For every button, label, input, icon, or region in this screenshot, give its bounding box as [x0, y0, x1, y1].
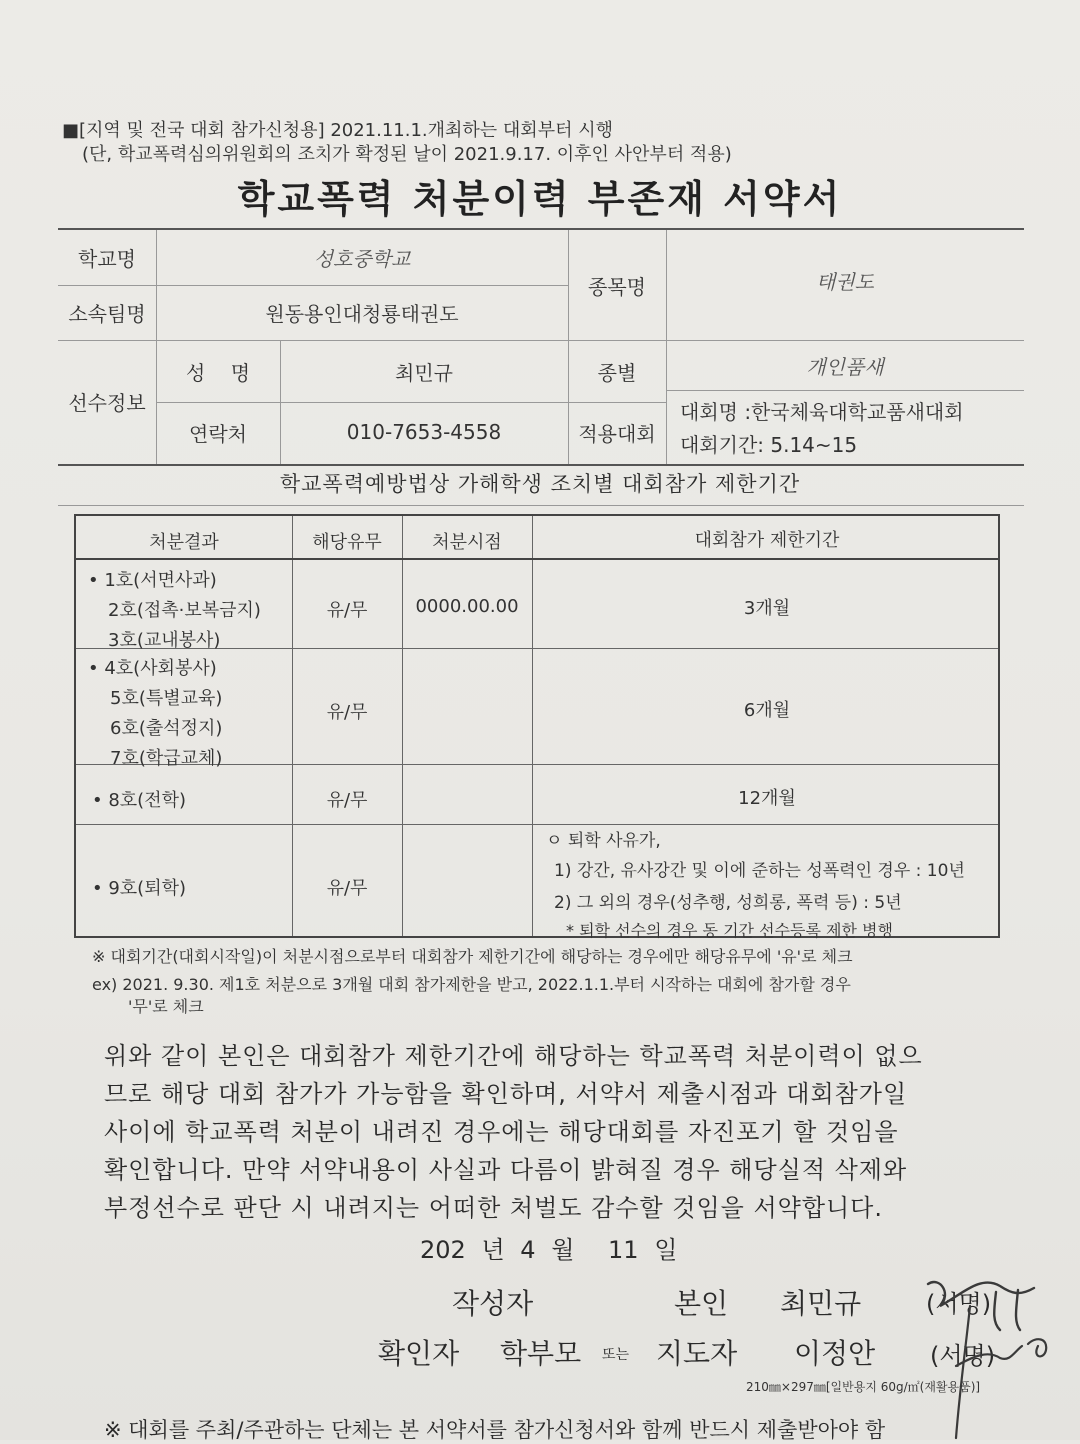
team-label: 소속팀명 — [68, 302, 146, 326]
final-note: ※ 대회를 주최/주관하는 단체는 본 서약서를 참가신청서와 함께 반드시 제출받아야 함 — [104, 1418, 886, 1442]
date-month: 4 — [520, 1236, 536, 1264]
pledge-date — [420, 1230, 677, 1265]
contact-value: 010-7653-4558 — [346, 420, 502, 444]
player-info-label: 선수정보 — [68, 390, 146, 415]
confirmer-name: 이정안 — [794, 1337, 876, 1370]
header-applicable: 해당유무 — [312, 532, 382, 553]
row2-period: 6개월 — [743, 700, 791, 721]
note-3: '무'로 체크 — [128, 997, 204, 1016]
row3-applicable: 유/무 — [326, 790, 368, 811]
pledge-line-4: 확인합니다. 만약 서약내용이 사실과 다름이 밝혀질 경우 해당실적 삭제와 — [104, 1156, 908, 1184]
header-measure: 처분결과 — [149, 532, 219, 553]
pledge-line-3: 사이에 학교폭력 처분이 내려진 경우에는 해당대회를 자진포기 할 것임을 — [104, 1118, 899, 1146]
competition-period: 대회기간: 5.14~15 — [680, 432, 858, 457]
date-year-unit: 년 — [481, 1236, 505, 1264]
handwritten-signature-icon — [900, 1266, 1060, 1440]
confirmer-sign-label: (서명) — [930, 1342, 996, 1370]
row1-applicable: 유/무 — [326, 600, 368, 621]
row2-measure-2: 5호(특별교육) — [110, 688, 223, 709]
paper-spec: 210㎜×297㎜[일반용지 60g/㎡(재활용품)] — [746, 1380, 981, 1394]
competition-label: 적용대회 — [578, 421, 656, 446]
row2-applicable: 유/무 — [326, 702, 368, 723]
row1-measure-2: 2호(접촉·보복금지) — [108, 600, 261, 621]
date-year: 202 — [420, 1236, 466, 1264]
row1-measure-1: • 1호(서면사과) — [88, 570, 217, 591]
category-label: 종별 — [597, 360, 637, 385]
confirmer-label: 확인자 — [378, 1337, 460, 1370]
confirmer-role-coach: 지도자 — [656, 1337, 738, 1370]
row3-period: 12개월 — [738, 788, 796, 809]
row2-measure-1: • 4호(사회봉사) — [88, 658, 217, 679]
row4-period-line-1: ㅇ 퇴학 사유가, — [546, 831, 661, 851]
row4-measure-1: • 9호(퇴학) — [92, 878, 186, 899]
restriction-table — [74, 514, 1000, 938]
header-date: 처분시점 — [432, 532, 502, 553]
restriction-subtitle: 학교폭력예방법상 가해학생 조치별 대회참가 제한기간 — [279, 472, 801, 496]
note-2: ex) 2021. 9.30. 제1호 처분으로 3개월 대회 참가제한을 받고, 2022.1.1.부터 시작하는 대회에 참가할 경우 — [92, 975, 851, 994]
row4-applicable: 유/무 — [326, 878, 368, 899]
category-value: 개인품새 — [806, 354, 884, 379]
info-table — [58, 228, 1024, 466]
date-month-unit: 월 — [551, 1236, 575, 1264]
writer-label: 작성자 — [452, 1287, 534, 1320]
row2-measure-3: 6호(출석정지) — [110, 718, 223, 739]
contact-label: 연락처 — [189, 421, 247, 446]
date-day-unit: 일 — [654, 1236, 678, 1264]
notice-line-1: ■[지역 및 전국 대회 참가신청용] 2021.11.1.개최하는 대회부터 시행 — [62, 120, 613, 141]
row4-period-line-3: 2) 그 외의 경우(성추행, 성희롱, 폭력 등) : 5년 — [554, 893, 902, 913]
confirmer-or: 또는 — [602, 1347, 630, 1363]
pledge-line-1: 위와 같이 본인은 대회참가 제한기간에 해당하는 학교폭력 처분이력이 없으 — [104, 1042, 923, 1070]
document-title: 학교폭력 처분이력 부존재 서약서 — [237, 177, 843, 221]
pledge-line-5: 부정선수로 판단 시 내려지는 어떠한 처벌도 감수할 것임을 서약합니다. — [104, 1194, 883, 1222]
writer-role: 본인 — [674, 1287, 729, 1320]
row1-date: 0000.00.00 — [415, 596, 519, 617]
confirmer-role-parent: 학부모 — [500, 1337, 582, 1370]
school-value: 성호중학교 — [313, 247, 411, 271]
row1-measure-3: 3호(교내봉사) — [108, 630, 221, 651]
team-value: 원동용인대청룡태권도 — [265, 302, 459, 326]
row3-measure-1: • 8호(전학) — [92, 790, 186, 811]
writer-name: 최민규 — [780, 1287, 862, 1320]
date-day: 11 — [608, 1236, 639, 1264]
notice-line-2: (단, 학교폭력심의위원회의 조치가 확정된 날이 2021.9.17. 이후인 사안부터 적용) — [82, 144, 732, 165]
header-period: 대회참가 제한기간 — [694, 530, 840, 551]
note-1: ※ 대회기간(대회시작일)이 처분시점으로부터 대회참가 제한기간에 해당하는 경우에만 해당유무에 '유'로 체크 — [92, 947, 853, 966]
writer-sign-label: (서명) — [926, 1290, 992, 1318]
row4-period-line-2: 1) 강간, 유사강간 및 이에 준하는 성폭력인 경우 : 10년 — [554, 861, 965, 881]
school-label: 학교명 — [78, 247, 136, 271]
event-label: 종목명 — [588, 274, 646, 299]
row1-period: 3개월 — [743, 598, 791, 619]
pledge-line-2: 므로 해당 대회 참가가 가능함을 확인하며, 서약서 제출시점과 대회참가일 — [104, 1080, 908, 1108]
row4-period-line-4: * 퇴학 선수의 경우 동 기간 선수등록 제한 병행 — [566, 921, 893, 940]
name-value: 최민규 — [395, 360, 453, 385]
competition-name: 대회명 :한국체육대학교품새대회 — [680, 399, 964, 424]
event-value: 태권도 — [816, 269, 874, 294]
row2-measure-4: 7호(학급교체) — [110, 748, 223, 769]
name-label: 성 명 — [185, 360, 251, 385]
